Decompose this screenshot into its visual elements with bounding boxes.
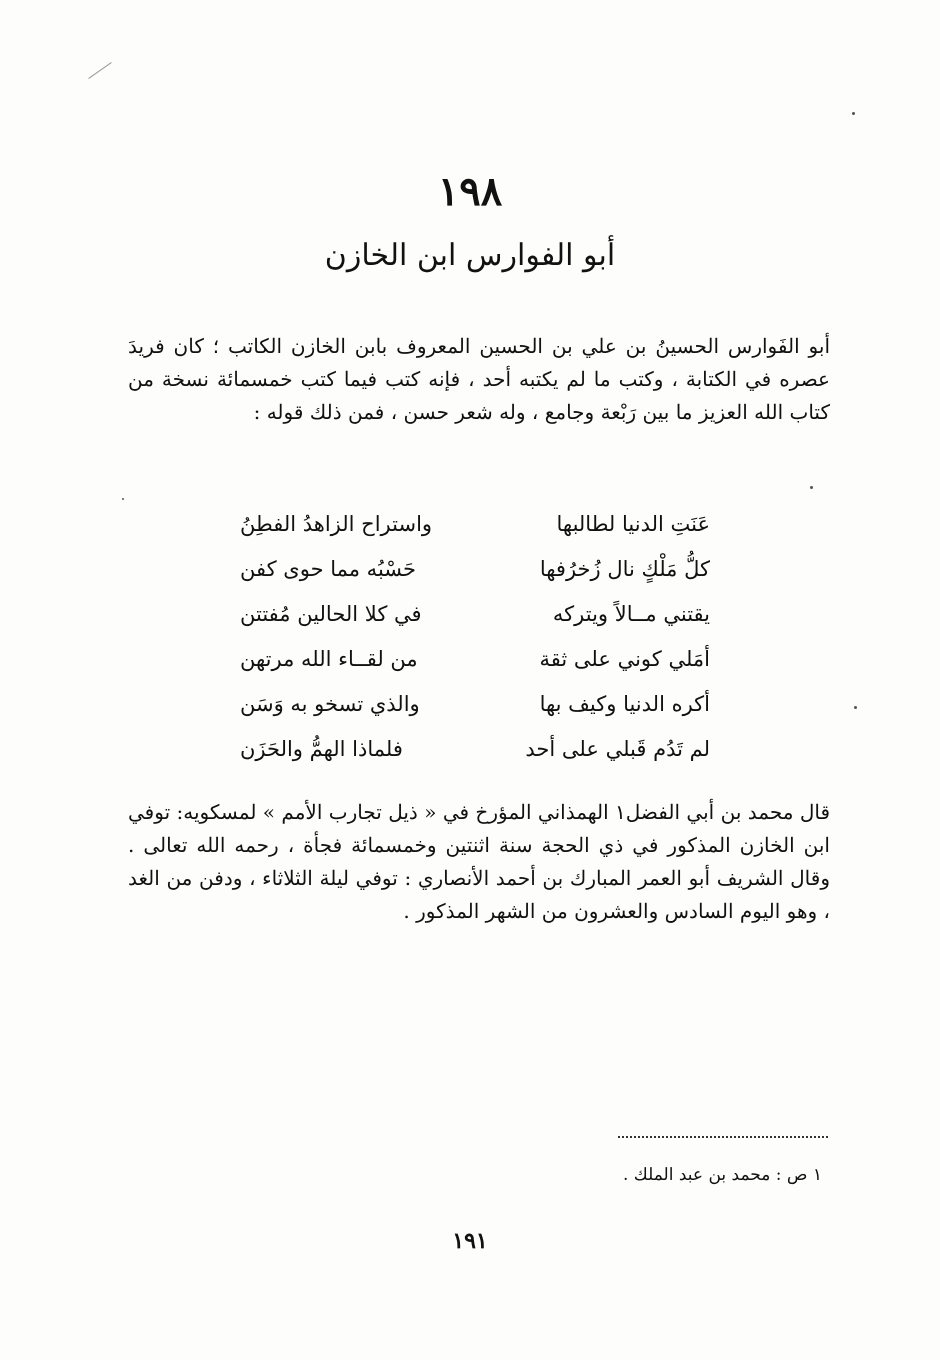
poem-second-hemistich: واستراح الزاهدُ الفطِنُ [240, 512, 433, 536]
poem-first-hemistich: عَنَتِ الدنيا لطالبها [556, 512, 710, 536]
poem-first-hemistich: لم تَدُم قَبلي على أحد [525, 737, 710, 761]
poem-second-hemistich: فلماذا الهمُّ والحَزَن [240, 737, 403, 761]
poem-first-hemistich: كلُّ مَلْكٍ نال زُخرُفها [539, 557, 710, 581]
poem-verse [240, 506, 710, 551]
death-notice-paragraph: قال محمد بن أبي الفضل١ الهمذاني المؤرخ في « ذيل تجارب الأمم » لمسكويه: توفي ابن الخازن المذكور في ذي الحجة سنة اثنتين وخمسمائة فجأة ، رحمه الله تعالى . وقال الشريف أبو العمر المبارك بن أحمد الأنصاري : توفي ليلة الثلاثاء ، ودفن من الغد ، وهو اليوم السادس والعشرون من الشهر المذكور . [128, 800, 831, 923]
poem-first-hemistich: أكره الدنيا وكيف بها [539, 692, 710, 716]
poem-first-hemistich: أمَلي كوني على ثقة [539, 647, 710, 671]
entry-title: أبو الفوارس ابن الخازن [324, 238, 616, 273]
scan-mark [88, 62, 112, 79]
poem [240, 506, 710, 776]
poem-second-hemistich: والذي تسخو به وَسَن [240, 692, 420, 716]
scan-speck [852, 112, 855, 115]
scan-speck [122, 498, 124, 500]
page-number: ١٩١ [452, 1228, 488, 1254]
poem-verse [240, 551, 710, 596]
entry-number: ١٩٨ [437, 168, 503, 215]
biography-paragraph: أبو الفَوارس الحسينُ بن علي بن الحسين المعروف بابن الخازن الكاتب ؛ كان فريدَ عصره في الكتابة ، وكتب ما لم يكتبه أحد ، فإنه كتب فيما كتب خمسمائة نسخة من كتاب الله العزيز ما بين رَبْعة وجامع ، وله شعر حسن ، فمن ذلك قوله : [128, 334, 830, 424]
poem-second-hemistich: حَسْبُه مما حوى كفن [240, 557, 416, 581]
poem-verse [240, 686, 710, 731]
poem-second-hemistich: في كلا الحالين مُفتتن [240, 602, 422, 626]
poem-verse [240, 641, 710, 686]
footnote: ١ ص : محمد بن عبد الملك . [622, 1165, 822, 1185]
poem-verse [240, 731, 710, 776]
poem-first-hemistich: يقتني مــالاً ويتركه [552, 602, 710, 626]
poem-verse [240, 596, 710, 641]
scan-speck [810, 486, 813, 489]
poem-second-hemistich: من لقــاء الله مرتهن [240, 647, 418, 671]
scan-speck [854, 706, 857, 709]
footnote-divider [618, 1136, 828, 1138]
